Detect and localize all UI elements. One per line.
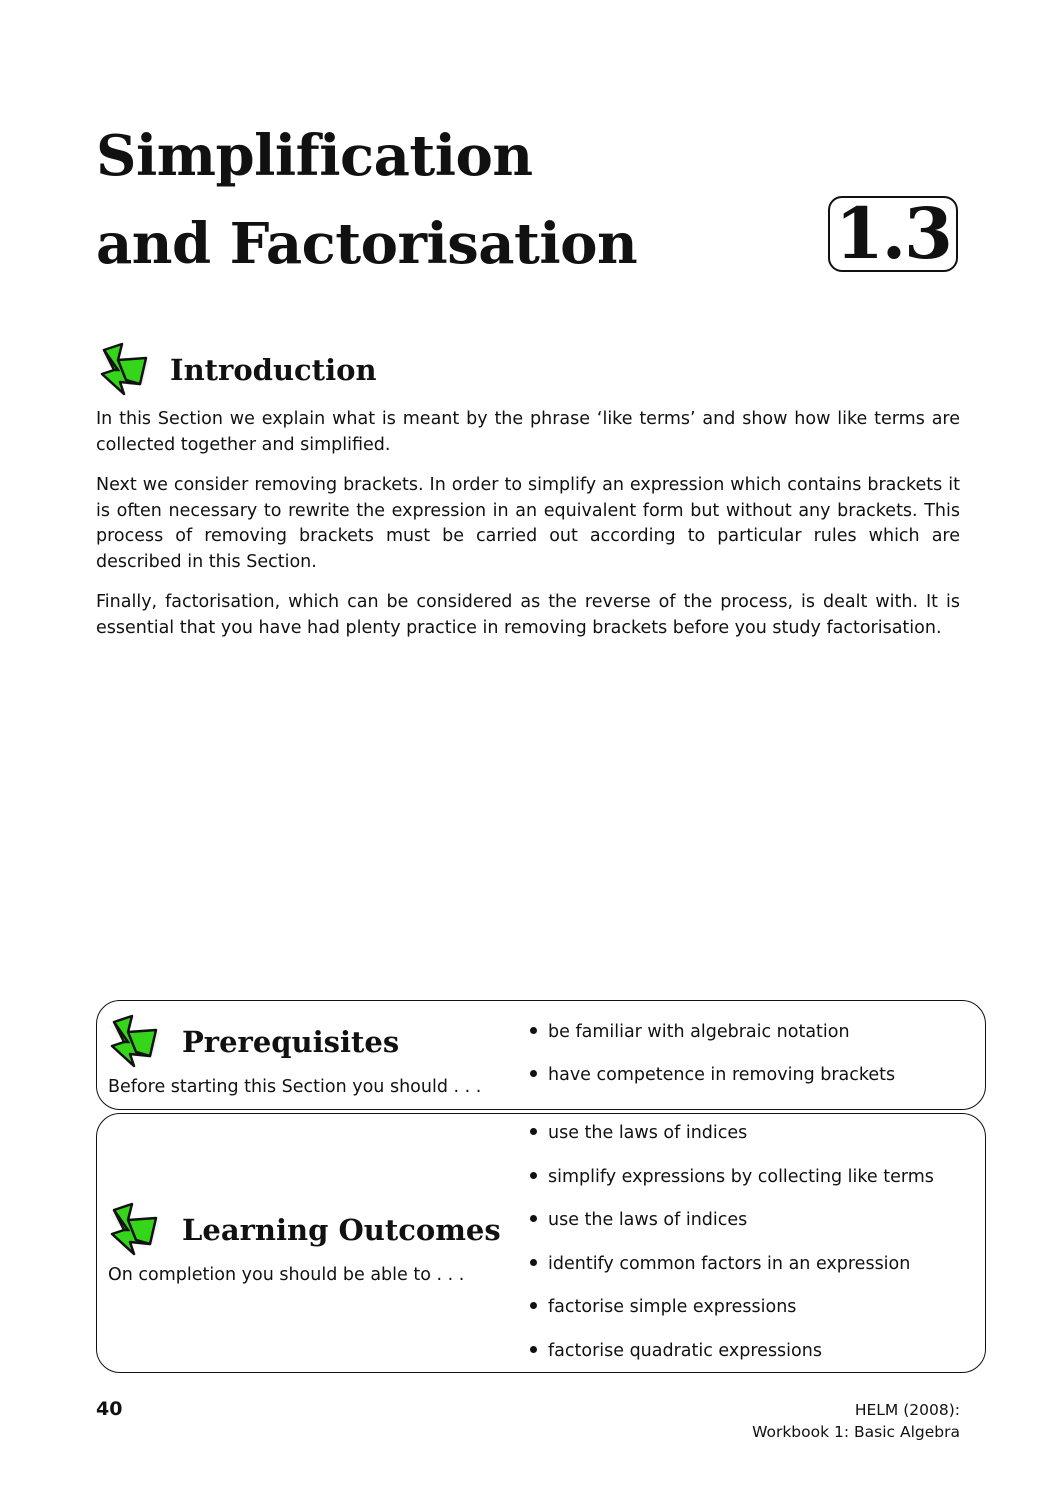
list-item: have competence in removing brackets (530, 1063, 895, 1087)
list-item: identify common factors in an expression (530, 1252, 910, 1276)
bullet-icon (530, 1346, 537, 1353)
list-item: factorise simple expressions (530, 1295, 796, 1319)
footer-reference (752, 1399, 960, 1443)
helm-arrow-icon (106, 1200, 166, 1260)
section-number-badge: 1.3 (828, 196, 958, 272)
intro-paragraph: Finally, factorisation, which can be considered as the reverse of the process, is dealt with. It is essential that you have had plenty practice in removing brackets before you study factorisation. (96, 592, 960, 638)
prerequisites-lead: Before starting this Section you should . . . (108, 1077, 482, 1097)
footer-reference-line: Workbook 1: Basic Algebra (752, 1423, 960, 1441)
list-item: simplify expressions by collecting like terms (530, 1165, 934, 1189)
list-item: factorise quadratic expressions (530, 1339, 822, 1363)
learning-outcomes-heading: Learning Outcomes (182, 1213, 501, 1247)
introduction-heading: Introduction (170, 353, 377, 387)
bullet-icon (530, 1070, 537, 1077)
bullet-icon (530, 1259, 537, 1266)
bullet-icon (530, 1027, 537, 1034)
helm-arrow-icon (106, 1012, 166, 1072)
title-line-2: and Factorisation (96, 211, 638, 277)
title-line-1: Simplification (96, 123, 533, 189)
list-item: be familiar with algebraic notation (530, 1020, 850, 1044)
footer-reference-line: HELM (2008): (854, 1401, 960, 1419)
list-item: use the laws of indices (530, 1121, 747, 1145)
bullet-icon (530, 1172, 537, 1179)
list-item: use the laws of indices (530, 1208, 747, 1232)
page-number: 40 (96, 1398, 123, 1420)
bullet-icon (530, 1128, 537, 1135)
intro-paragraph: Next we consider removing brackets. In order to simplify an expression which contains brackets it is often necessary to rewrite the expression in an equivalent form but without any brackets. This process of removing brackets must be carried out according to particular rules which are described in this Section. (96, 475, 960, 572)
prerequisites-heading: Prerequisites (182, 1025, 400, 1059)
intro-paragraph: In this Section we explain what is meant by the phrase ‘like terms’ and show how like terms are collected together and simplified. (96, 409, 960, 455)
bullet-icon (530, 1302, 537, 1309)
learning-outcomes-lead: On completion you should be able to . . . (108, 1265, 465, 1285)
helm-arrow-icon (96, 340, 156, 400)
bullet-icon (530, 1215, 537, 1222)
